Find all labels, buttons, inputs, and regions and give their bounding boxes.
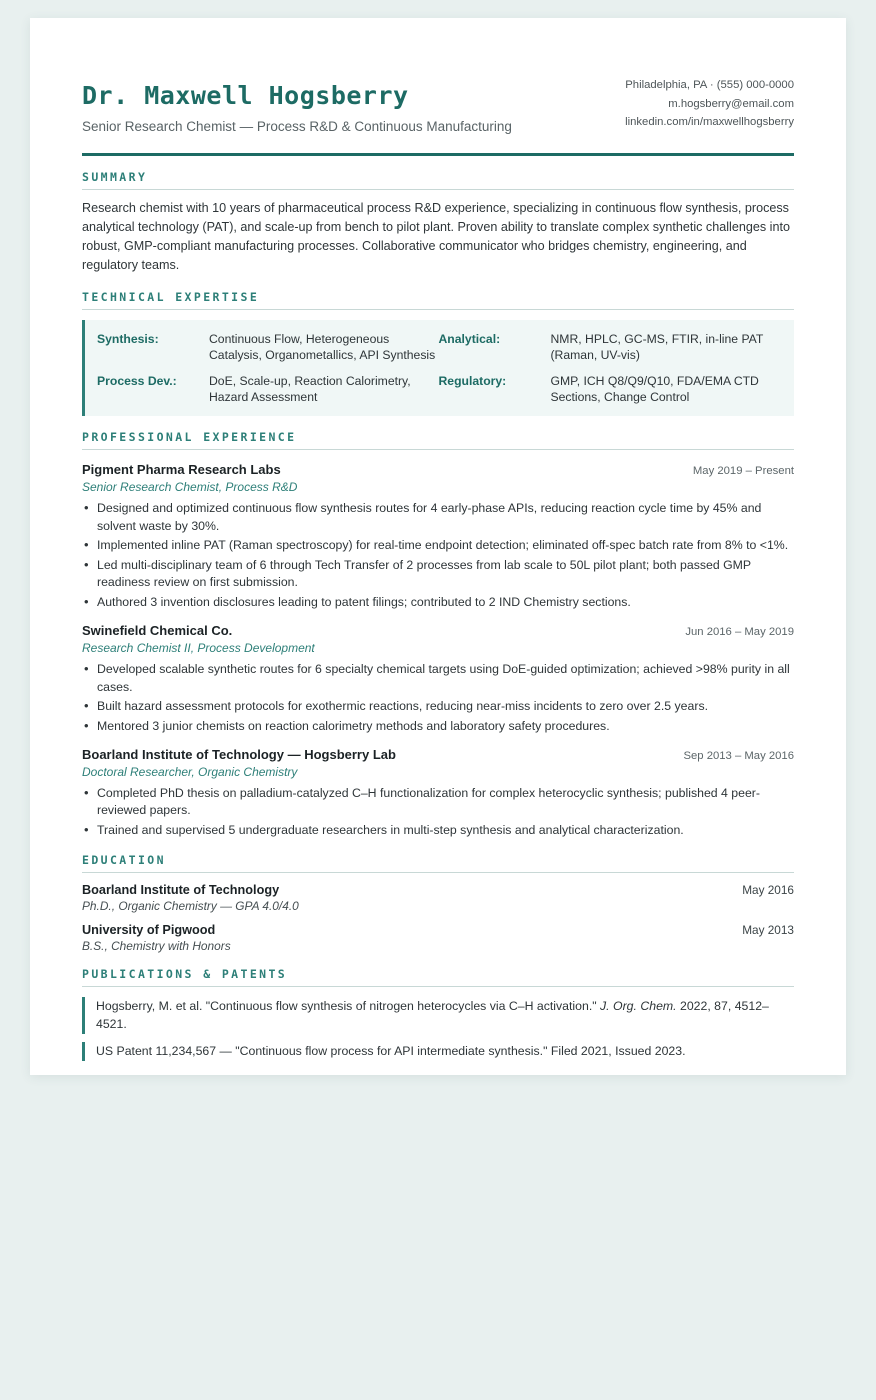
publication-journal: J. Org. Chem.	[600, 999, 677, 1014]
skill-row	[97, 373, 439, 406]
section-title-summary: SUMMARY	[82, 170, 794, 190]
experience-dates: Sep 2013 – May 2016	[683, 750, 794, 763]
experience-organization: Boarland Institute of Technology — Hogsberry Lab	[82, 747, 396, 763]
section-technical-expertise	[82, 290, 794, 417]
skills-column-left	[97, 331, 439, 406]
contact-location-phone: Philadelphia, PA · (555) 000-0000	[625, 79, 794, 91]
experience-header	[82, 462, 794, 477]
skill-row	[439, 331, 781, 364]
skill-value: DoE, Scale-up, Reaction Calorimetry, Hazard Assessment	[209, 373, 411, 405]
publication-item	[82, 997, 794, 1033]
experience-bullet: • Mentored 3 junior chemists on reaction calorimetry methods and laboratory safety procedures.	[82, 718, 794, 735]
experience-header	[82, 623, 794, 638]
summary-paragraph: Research chemist with 10 years of pharmaceutical process R&D experience, specializing in continuous flow synthesis, process analytical technology (PAT), and scale-up from bench to pilot plant. Proven ability to translate complex synthetic challenges into robust, GMP-compliant manufacturing processes. Collaborative communicator who bridges chemistry, engineering, and regulatory teams.	[82, 201, 790, 273]
experience-bullet: • Led multi-disciplinary team of 6 through Tech Transfer of 2 processes from lab scale to 50L pilot plant; both passed GMP readiness review on first submission.	[82, 557, 794, 592]
experience-bullets	[82, 500, 794, 611]
skill-value: GMP, ICH Q8/Q9/Q10, FDA/EMA CTD Sections, Change Control	[550, 373, 759, 405]
experience-bullet: • Developed scalable synthetic routes for 6 specialty chemical targets using DoE-guided optimization; achieved >98% purity in all cases.	[82, 661, 794, 696]
experience-entry	[82, 462, 794, 611]
publication-list	[82, 997, 794, 1061]
contact-email[interactable]: m.hogsberry@email.com	[668, 97, 794, 110]
experience-bullets	[82, 785, 794, 839]
education-degree: B.S., Chemistry with Honors	[82, 939, 231, 954]
skill-label: Analytical:	[438, 331, 501, 346]
section-title-skills: TECHNICAL EXPERTISE	[82, 290, 794, 310]
skill-label: Process Dev.:	[97, 373, 177, 388]
education-date: May 2013	[742, 923, 794, 938]
skill-row	[439, 373, 781, 406]
skill-value: Continuous Flow, Heterogeneous Catalysis, Organometallics, API Synthesis	[209, 331, 436, 363]
publication-text-before: US Patent 11,234,567 — "Continuous flow process for API intermediate synthesis." Filed 2021, Issued 2023.	[96, 1043, 686, 1058]
skill-label: Regulatory:	[438, 373, 507, 388]
header-identity	[82, 68, 512, 135]
section-professional-experience	[82, 430, 794, 839]
experience-bullet: • Built hazard assessment protocols for exothermic reactions, reducing near-miss incidents to zero over 2.5 years.	[82, 698, 794, 715]
experience-organization: Swinefield Chemical Co.	[82, 623, 233, 639]
experience-bullet: • Authored 3 invention disclosures leading to patent filings; contributed to 2 IND Chemistry sections.	[82, 594, 794, 611]
experience-organization: Pigment Pharma Research Labs	[82, 462, 281, 478]
education-header	[82, 883, 794, 897]
experience-header	[82, 747, 794, 762]
section-title-experience: PROFESSIONAL EXPERIENCE	[82, 430, 794, 450]
education-school: Boarland Institute of Technology	[82, 883, 280, 898]
publication-text-before: Hogsberry, M. et al. "Continuous flow synthesis of nitrogen heterocycles via C–H activation."	[96, 999, 601, 1014]
experience-bullets	[82, 661, 794, 735]
header-divider	[82, 153, 794, 156]
education-entry	[82, 883, 794, 913]
resume-header	[82, 68, 794, 147]
section-title-education: EDUCATION	[82, 853, 794, 873]
education-entry	[82, 923, 794, 953]
contact-linkedin[interactable]: linkedin.com/in/maxwellhogsberry	[625, 116, 794, 129]
resume-page	[30, 18, 846, 1075]
education-date: May 2016	[742, 883, 794, 898]
experience-bullet: • Implemented inline PAT (Raman spectroscopy) for real-time endpoint detection; eliminated off-spec batch rate from 8% to <1%.	[82, 537, 794, 554]
experience-title: Senior Research Chemist, Process R&D	[82, 480, 298, 495]
experience-entry	[82, 623, 794, 735]
experience-title: Research Chemist II, Process Development	[82, 641, 315, 656]
education-school: University of Pigwood	[82, 923, 216, 938]
skill-label: Synthesis:	[97, 331, 159, 346]
contact-block	[625, 68, 794, 132]
candidate-name: Dr. Maxwell Hogsberry	[82, 81, 409, 110]
section-publications	[82, 967, 794, 1061]
publication-text-after: 2022, 87, 4512–4521.	[96, 999, 769, 1031]
experience-title: Doctoral Researcher, Organic Chemistry	[82, 765, 298, 780]
section-education	[82, 853, 794, 953]
experience-bullet: • Completed PhD thesis on palladium-catalyzed C–H functionalization for complex heterocyclic synthesis; published 4 peer-reviewed papers.	[82, 785, 794, 820]
section-title-publications: PUBLICATIONS & PATENTS	[82, 967, 794, 987]
experience-dates: May 2019 – Present	[692, 465, 794, 478]
experience-bullet: • Designed and optimized continuous flow synthesis routes for 4 early-phase APIs, reducing reaction cycle time by 45% and solvent waste by 30%.	[82, 500, 794, 535]
publication-item	[82, 1042, 794, 1061]
skill-row	[97, 331, 439, 364]
skills-column-right	[439, 331, 781, 406]
skill-value: NMR, HPLC, GC-MS, FTIR, in-line PAT (Raman, UV-vis)	[550, 331, 764, 363]
experience-dates: Jun 2016 – May 2019	[685, 626, 794, 639]
skills-box	[82, 320, 794, 417]
education-degree: Ph.D., Organic Chemistry — GPA 4.0/4.0	[82, 899, 299, 914]
experience-entry	[82, 747, 794, 839]
candidate-tagline: Senior Research Chemist — Process R&D & Continuous Manufacturing	[82, 118, 512, 134]
experience-bullet: • Trained and supervised 5 undergraduate researchers in multi-step synthesis and analytical characterization.	[82, 822, 794, 839]
section-summary	[82, 170, 794, 276]
education-header	[82, 923, 794, 937]
